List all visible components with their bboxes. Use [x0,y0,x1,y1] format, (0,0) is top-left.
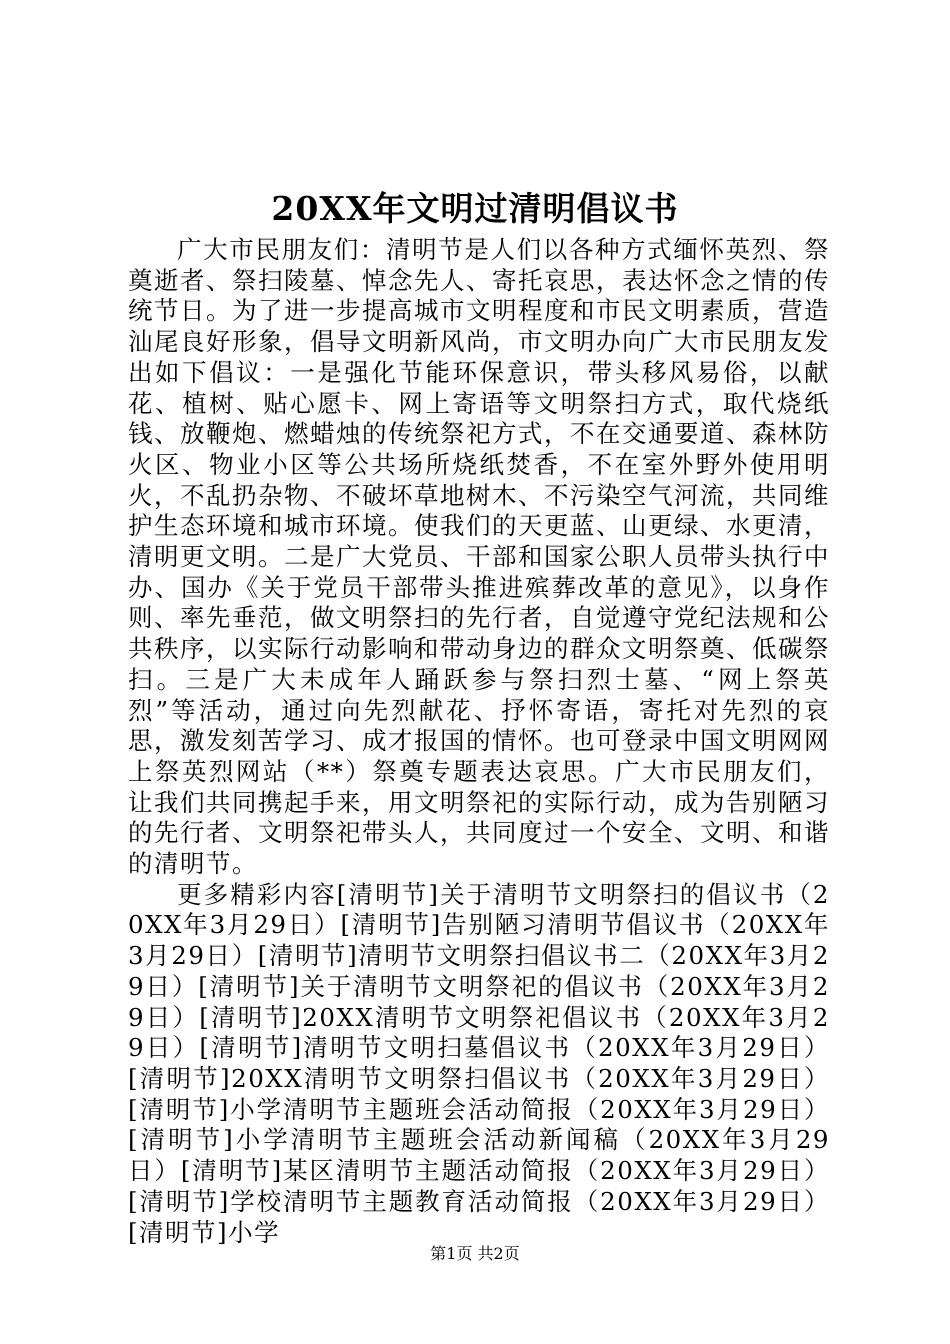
paragraph-more-content: 更多精彩内容[清明节]关于清明节文明祭扫的倡议书（20XX年3月29日）[清明节]告别陋习清明节倡议书（20XX年3月29日）[清明节]清明节文明祭扫倡议书二（20XX年3月29日）[清明节]关于清明节文明祭祀的倡议书（20XX年3月29日）[清明节]20XX清明节文明祭祀倡议书（20XX年3月29日）[清明节]清明节文明扫墓倡议书（20XX年3月29日）[清明节]20XX清明节文明祭扫倡议书（20XX年3月29日）[清明节]小学清明节主题班会活动简报（20XX年3月29日）[清明节]小学清明节主题班会活动新闻稿（20XX年3月29日）[清明节]某区清明节主题活动简报（20XX年3月29日）[清明节]学校清明节主题教育活动简报（20XX年3月29日）[清明节]小学 [128,879,830,1247]
document-title: 20XX年文明过清明倡议书 [271,189,679,228]
page-number-footer: 第1页 共2页 [430,1244,520,1263]
document-body [128,235,830,1248]
paragraph-initiative: 广大市民朋友们：清明节是人们以各种方式缅怀英烈、祭奠逝者、祭扫陵墓、悼念先人、寄托哀思，表达怀念之情的传统节日。为了进一步提高城市文明程度和市民文明素质，营造汕尾良好形象，倡导文明新风尚，市文明办向广大市民朋友发出如下倡议：一是强化节能环保意识，带头移风易俗，以献花、植树、贴心愿卡、网上寄语等文明祭扫方式，取代烧纸钱、放鞭炮、燃蜡烛的传统祭祀方式，不在交通要道、森林防火区、物业小区等公共场所烧纸焚香，不在室外野外使用明火，不乱扔杂物、不破坏草地树木、不污染空气河流，共同维护生态环境和城市环境。使我们的天更蓝、山更绿、水更清，清明更文明。二是广大党员、干部和国家公职人员带头执行中办、国办《关于党员干部带头推进殡葬改革的意见》，以身作则、率先垂范，做文明祭扫的先行者，自觉遵守党纪法规和公共秩序，以实际行动影响和带动身边的群众文明祭奠、低碳祭扫。三是广大未成年人踊跃参与祭扫烈士墓、“网上祭英烈”等活动，通过向先烈献花、抒怀寄语，寄托对先烈的哀思，激发刻苦学习、成才报国的情怀。也可登录中国文明网网上祭英烈网站（**）祭奠专题表达哀思。广大市民朋友们，让我们共同携起手来，用文明祭祀的实际行动，成为告别陋习的先行者、文明祭祀带头人，共同度过一个安全、文明、和谐的清明节。 [128,235,830,879]
